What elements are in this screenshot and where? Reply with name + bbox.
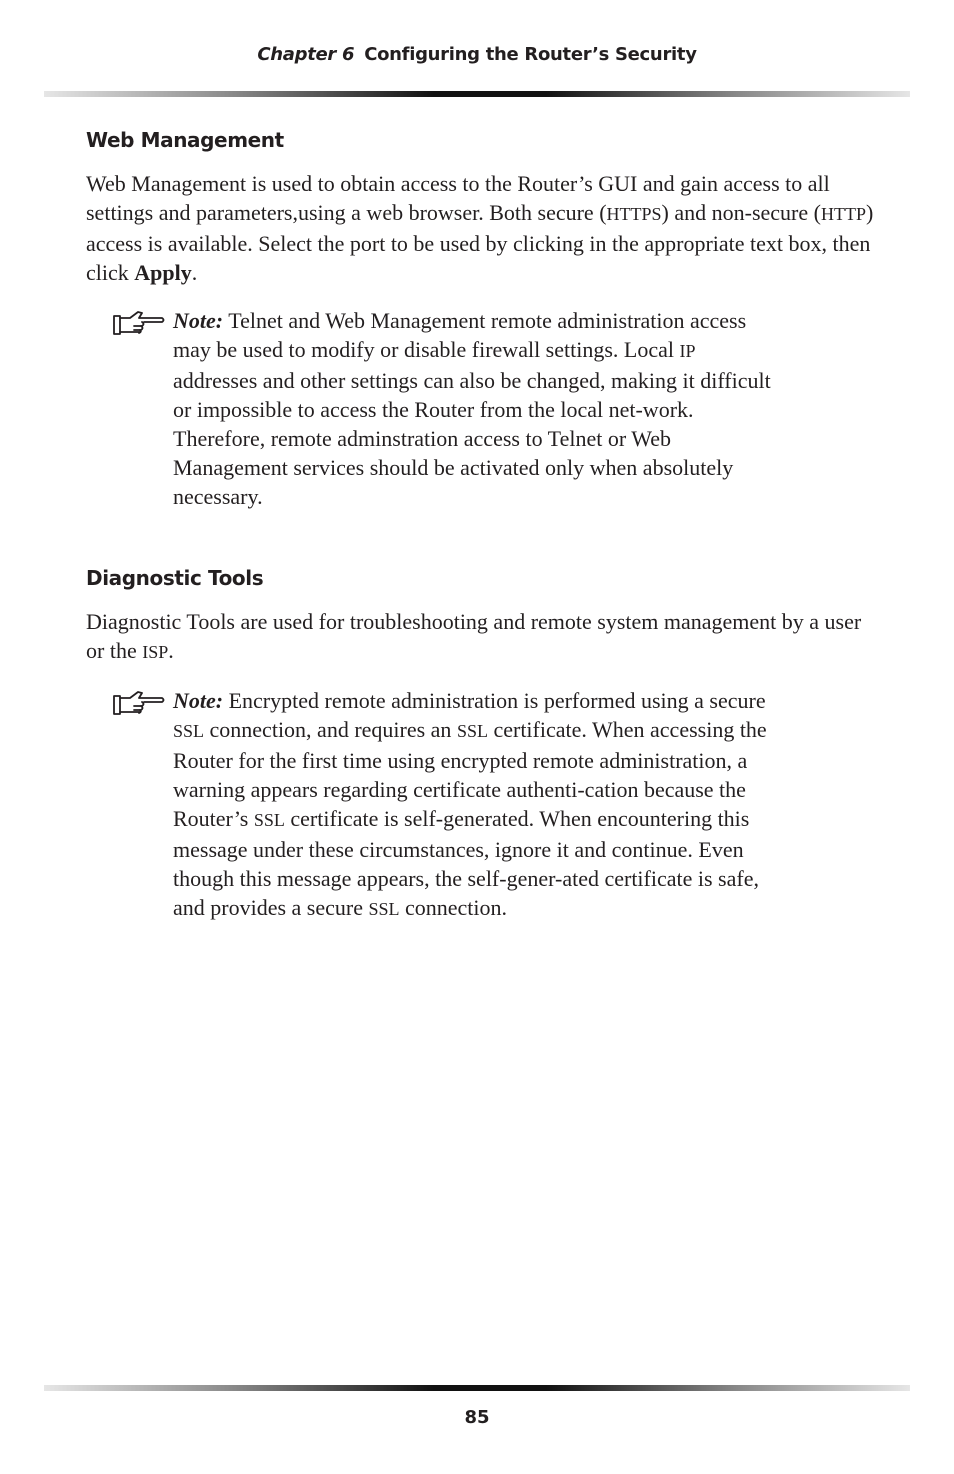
pointing-hand-icon — [112, 308, 166, 336]
text-run: Diagnostic Tools are used for troubleshooting and remote system management by a user or the — [86, 609, 862, 663]
web-management-paragraph — [86, 169, 876, 287]
chapter-label: Chapter 6 — [257, 44, 355, 65]
acronym-ip: IP — [679, 341, 696, 361]
acronym-ssl: SSL — [456, 721, 488, 741]
note-text — [173, 686, 783, 924]
text-run: . — [191, 260, 198, 285]
running-header — [0, 44, 954, 65]
text-run: . — [168, 638, 174, 663]
text-run: certificate is self-generated. When encountering this message under these circumstances, ignore it and continue. Even though this message appears, the self-gener-ated certificate is safe, and provides a secure — [173, 806, 759, 920]
text-run: Telnet and Web Management remote administration access may be used to modify or disable firewall settings. Local — [173, 308, 747, 362]
text-run: connection. — [399, 895, 508, 920]
acronym-ssl: SSL — [253, 810, 285, 830]
text-run: Encrypted remote administration is performed using a secure — [223, 688, 766, 713]
note-label: Note: — [173, 308, 224, 333]
acronym-http: HTTP — [820, 204, 866, 224]
pointing-hand-icon — [112, 688, 166, 716]
text-run: certificate. When accessing the Router for the first time using encrypted remote administration, a warning appears regarding certificate authenti-cation because the Router’s — [173, 717, 767, 831]
text-run: Web Management is used to obtain access to the Router’s GUI and gain access to all settings and parameters,using a web browser. Both secure ( — [86, 171, 830, 225]
acronym-isp: ISP — [142, 642, 169, 662]
acronym-https: HTTPS — [606, 204, 662, 224]
text-run: connection, and requires an — [204, 717, 457, 742]
text-run: ) access is available. Select the port to be used by clicking in the appropriate text box, then click — [86, 200, 874, 285]
section-heading-diagnostic-tools: Diagnostic Tools — [86, 566, 264, 590]
apply-term: Apply — [134, 260, 192, 285]
note-text — [173, 306, 783, 511]
note-label: Note: — [173, 688, 224, 713]
footer-rule — [44, 1385, 910, 1391]
section-heading-web-management: Web Management — [86, 128, 284, 152]
header-rule — [44, 91, 910, 97]
diagnostic-tools-paragraph — [86, 607, 876, 667]
acronym-ssl: SSL — [173, 721, 205, 741]
text-run: ) and non-secure ( — [661, 200, 821, 225]
text-run: addresses and other settings can also be changed, making it difficult or impossible to access the Router from the local net-work. Therefore, remote adminstration access to Telnet or Web Management services should be activated only when absolutely necessary. — [173, 368, 771, 509]
chapter-title: Configuring the Router’s Security — [364, 44, 697, 65]
acronym-ssl: SSL — [368, 899, 400, 919]
page-number: 85 — [464, 1407, 490, 1428]
